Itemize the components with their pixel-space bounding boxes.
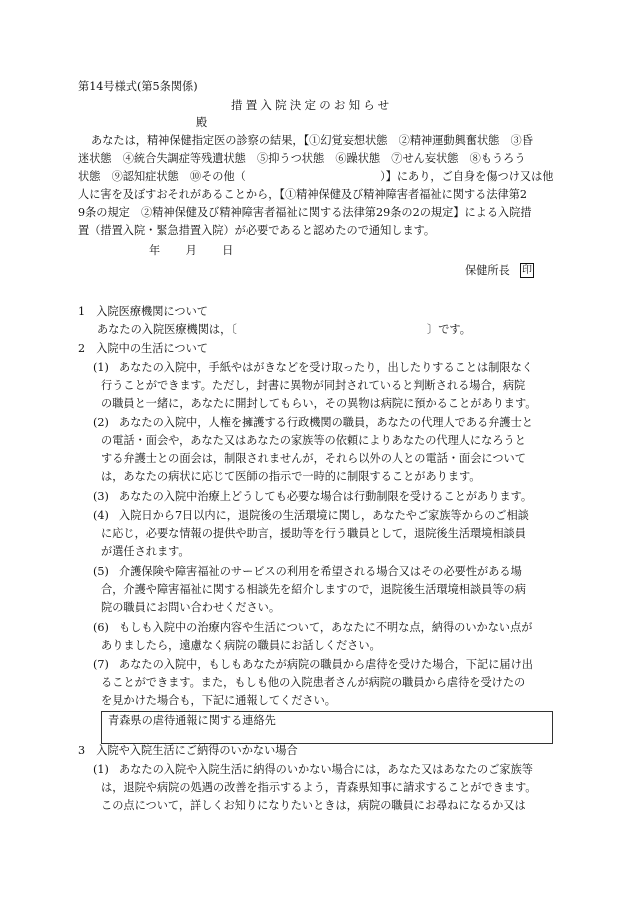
- intro-line: 迷状態 ④統合失調症等残遺状態 ⑤抑うつ状態 ⑥躁状態 ⑦せん妄状態 ⑧もうろう: [78, 152, 526, 165]
- item-number: (4): [93, 509, 109, 522]
- item-line: もしも入院中の治療内容や生活について，あなたに不明な点，納得のいかない点が: [119, 621, 533, 634]
- item-line: あなたの入院中，もしもあなたが病院の職員から虐待を受けた場合，下記に届け出: [119, 658, 533, 671]
- seal-mark: 印: [522, 265, 532, 276]
- section1-heading: 1 入院医療機関について: [78, 305, 208, 318]
- item-line: ありましたら，遠慮なく病院の職員にお話しください。: [101, 639, 381, 652]
- item-number: (6): [93, 621, 109, 634]
- addressee-suffix: 殿: [196, 116, 208, 129]
- item-number: (3): [93, 490, 109, 503]
- item-number: (1): [93, 763, 109, 776]
- contact-box: [101, 711, 553, 744]
- item-line: この点について，詳しくお知りになりたいときは，病院の職員にお尋ねになるか又は: [101, 799, 526, 812]
- item-line: の職員と一緒に，あなたに開封してもらい，その異物は病院に預かることがあります。: [101, 397, 537, 410]
- intro-line: 状態 ⑨認知症状態 ⑩その他（ ）】にあり，ご自身を傷つけ又は他: [78, 170, 554, 183]
- item-line: あなたの入院中治療上どうしても必要な場合は行動制限を受けることがあります。: [119, 490, 533, 503]
- item-line: は，あなたの病状に応じて医師の指示で一時的に制限することがあります。: [101, 470, 481, 483]
- item-line: を見かけた場合も，下記に通報してください。: [101, 694, 336, 707]
- item-line: が選任されます。: [101, 545, 190, 558]
- item-line: する弁護士との面会は，制限されませんが，それら以外の人との電話・面会について: [101, 452, 526, 465]
- intro-line: 9条の規定 ②精神保健及び精神障害者福祉に関する法律第29条の2の規定】による入院措: [78, 206, 532, 219]
- form-id: 第14号様式(第5条関係): [78, 80, 198, 93]
- document-title: 措置入院決定のお知らせ: [231, 98, 393, 112]
- item-line: あなたの入院中，手紙やはがきなどを受け取ったり，出したりすることは制限なく: [119, 361, 533, 374]
- section1-line: あなたの入院医療機関は，〔 〕です。: [97, 323, 471, 336]
- signer: 保健所長: [465, 264, 510, 277]
- item-line: 介護保険や障害福祉のサービスの利用を希望される場合又はその必要性がある場: [119, 565, 522, 578]
- item-line: あなたの入院や入院生活に納得のいかない場合には，あなた又はあなたのご家族等: [119, 763, 533, 776]
- item-line: ることができます。また，もしも他の入院患者さんが病院の職員から虐待を受けたの: [101, 676, 526, 689]
- intro-line: 人に害を及ぼすおそれがあることから，【①精神保健及び精神障害者福祉に関する法律第2: [78, 188, 528, 201]
- item-line: に応じ，必要な情報の提供や助言，援助等を行う職員として，退院後生活環境相談員: [101, 527, 526, 540]
- item-number: (2): [93, 416, 109, 429]
- item-line: は，退院や病院の処遇の改善を指示するよう，青森県知事に請求することができます。: [101, 781, 537, 794]
- date-line: 年 月 日: [149, 244, 235, 257]
- item-line: 入院日から7日以内に，退院後の生活環境に関し，あなたやご家族等からのご相談: [119, 509, 529, 522]
- section3-heading: 3 入院や入院生活にご納得のいかない場合: [78, 744, 298, 757]
- item-line: 合，介護や障害福祉に関する相談先を紹介しますので，退院後生活環境相談員等の病: [101, 583, 526, 596]
- item-line: 行うことができます。ただし，封書に異物が同封されていると判断される場合，病院: [101, 379, 526, 392]
- intro-line: 置（措置入院・緊急措置入院）が必要であると認めたので通知します。: [78, 224, 436, 237]
- contact-label: 青森県の虐待通報に関する連絡先: [108, 714, 276, 727]
- item-line: 院の職員にお問い合わせください。: [101, 601, 281, 614]
- item-number: (1): [93, 361, 109, 374]
- intro-line: あなたは，精神保健指定医の診察の結果，【①幻覚妄想状態 ②精神運動興奮状態 ③昏: [91, 134, 533, 147]
- section2-heading: 2 入院中の生活について: [78, 342, 208, 355]
- item-line: の電話・面会や，あなた又はあなたの家族等の依頼によりあなたの代理人になろうと: [101, 434, 526, 447]
- item-number: (7): [93, 658, 109, 671]
- item-line: あなたの入院中，人権を擁護する行政機関の職員，あなたの代理人である弁護士と: [119, 416, 533, 429]
- item-number: (5): [93, 565, 109, 578]
